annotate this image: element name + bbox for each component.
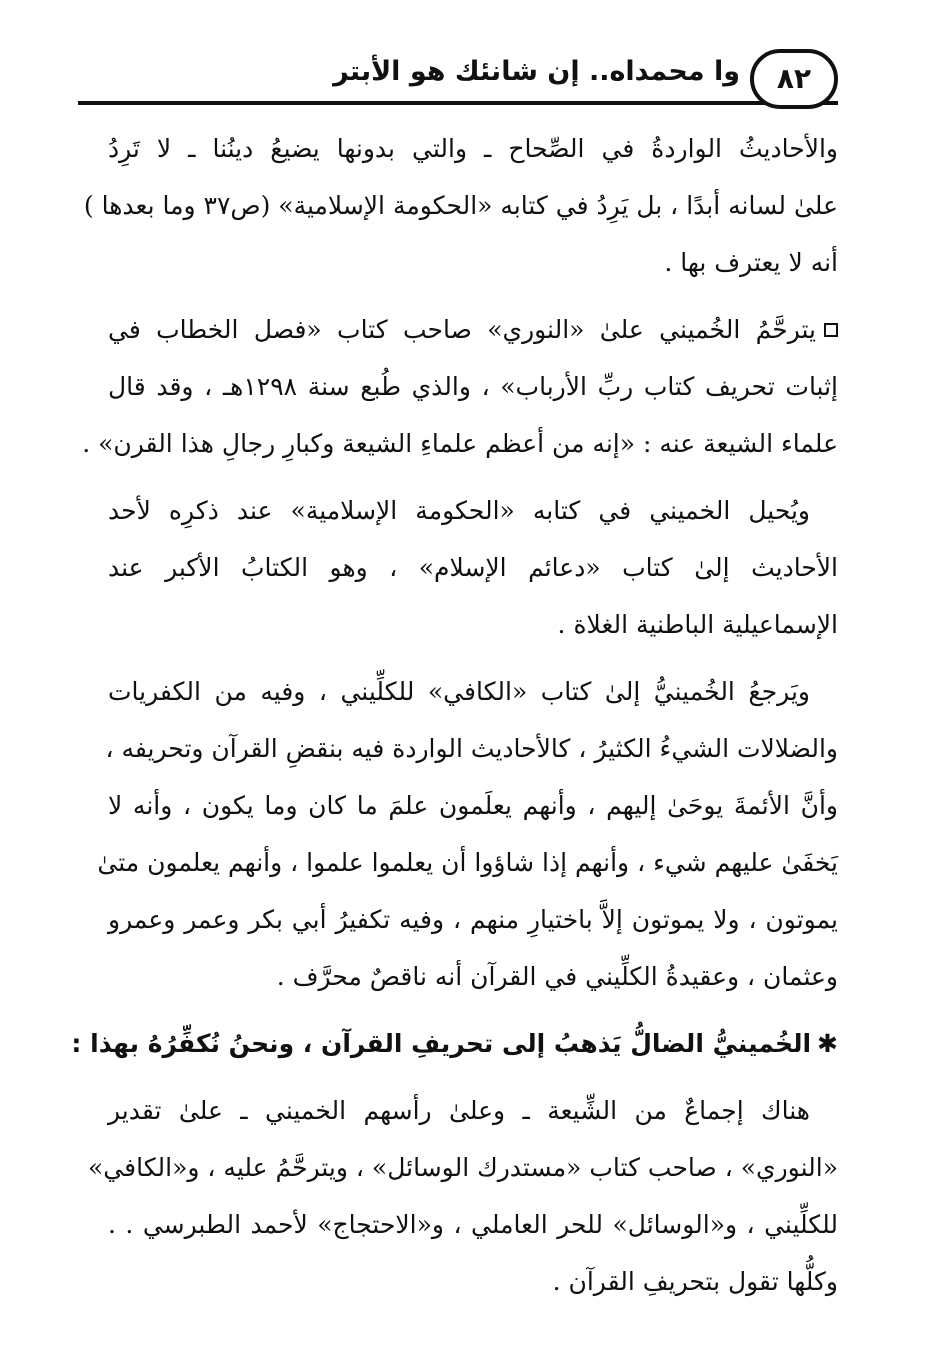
text-line-indented xyxy=(108,482,838,539)
text-line: أنه لا يعترف بها . xyxy=(664,248,838,277)
paragraph-4 xyxy=(97,663,838,1005)
asterisk-bullet-icon: ✱ xyxy=(817,1029,838,1058)
text-line: علماء الشيعة عنه : «إنه من أعظم علماءِ الشيعة وكبارِ رجالِ هذا القرن» . xyxy=(82,429,838,458)
text-line: ويُحيل الخميني في كتابه «الحكومة الإسلامية» عند ذكرِه لأحد xyxy=(108,496,810,525)
text-line: يموتون ، ولا يموتون إلاَّ باختيارِ منهم ، وفيه تكفيرُ أبي بكر وعمر وعمرو xyxy=(108,905,838,934)
page-number: ٨٢ xyxy=(750,49,838,109)
paragraph-5 xyxy=(88,1082,838,1310)
text-line: للكلِّيني ، و«الوسائل» للحر العاملي ، و«الاحتجاج» لأحمد الطبرسي . . xyxy=(108,1210,838,1239)
text-line: وعثمان ، وعقيدةُ الكلِّيني في القرآن أنه ناقصٌ محرَّف . xyxy=(276,962,838,991)
running-title: وا محمداه.. إن شانئك هو الأبتر xyxy=(333,56,740,87)
text-line-indented xyxy=(108,663,838,720)
heading-text: الخُمينيُّ الضالُّ يَذهبُ إلى تحريفِ القرآن ، ونحنُ نُكفِّرُهُ بهذا : xyxy=(71,1029,812,1058)
text-line: وكلُّها تقول بتحريفِ القرآن . xyxy=(552,1267,838,1296)
text-line: علىٰ لسانه أبدًا ، بل يَرِدُ في كتابه «الحكومة الإسلامية» (ص٣٧ وما بعدها ) xyxy=(83,191,838,220)
text-line: «النوري» ، صاحب كتاب «مستدرك الوسائل» ، ويترحَّمُ عليه ، و«الكافي» xyxy=(88,1153,838,1182)
paragraph-2 xyxy=(82,301,839,472)
text-line: هناك إجماعٌ من الشِّيعة ـ وعلىٰ رأسهم الخميني ـ علىٰ تقدير xyxy=(108,1096,810,1125)
text-line-indented xyxy=(108,1082,838,1139)
paragraph-3 xyxy=(108,482,838,653)
text-line: إثبات تحريف كتاب ربِّ الأرباب» ، والذي طُبع سنة ١٢٩٨هـ ، وقد قال xyxy=(108,372,839,401)
square-bullet-icon xyxy=(824,323,838,337)
text-line: يَخفَىٰ عليهم شيء ، وأنهم إذا شاؤوا أن يعلموا علموا ، وأنهم يعلمون متىٰ xyxy=(97,848,838,877)
paragraph-1 xyxy=(83,120,838,291)
text-line: الإسماعيلية الباطنية الغلاة . xyxy=(557,610,838,639)
page-body xyxy=(71,120,839,1320)
text-line: الأحاديث إلىٰ كتاب «دعائم الإسلام» ، وهو الكتابُ الأكبر عند xyxy=(108,553,838,582)
text-line-with-bullet xyxy=(108,301,838,358)
text-line: ويَرجعُ الخُمينيُّ إلىٰ كتاب «الكافي» للكلِّيني ، وفيه من الكفريات xyxy=(108,677,810,706)
text-line: والضلالات الشيءُ الكثيرُ ، كالأحاديث الواردة فيه بنقضِ القرآن وتحريفه ، xyxy=(105,734,838,763)
text-line: والأحاديثُ الواردةُ في الصِّحاح ـ والتي بدونها يضيعُ دينُنا ـ لا تَرِدُ xyxy=(108,134,838,163)
text-line: يترحَّمُ الخُميني علىٰ «النوري» صاحب كتاب «فصل الخطاب في xyxy=(108,315,816,344)
header-rule xyxy=(78,101,838,105)
text-line: وأنَّ الأئمةَ يوحَىٰ إليهم ، وأنهم يعلَمون علمَ ما كان وما يكون ، وأنه لا xyxy=(108,791,838,820)
heading-line xyxy=(71,1015,838,1072)
section-heading xyxy=(71,1015,838,1072)
